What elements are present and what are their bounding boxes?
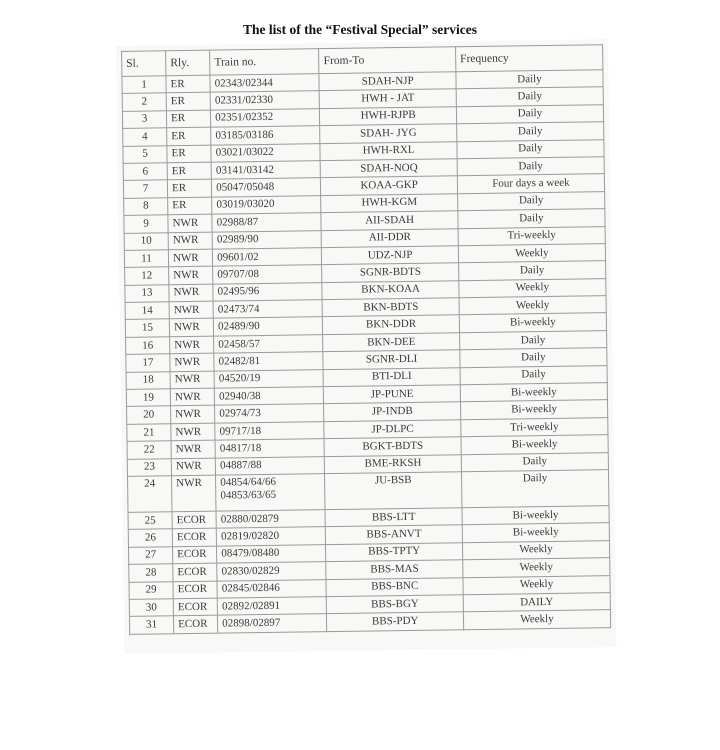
cell-rly: NWR (171, 440, 215, 458)
cell-frequency: Daily (458, 191, 605, 210)
header-sl: Sl. (122, 51, 166, 77)
cell-from-to: BKN-DEE (323, 333, 460, 352)
cell-sl: 17 (126, 354, 170, 372)
cell-rly: NWR (169, 284, 213, 302)
cell-sl: 23 (127, 458, 171, 476)
cell-rly: ECOR (173, 563, 217, 581)
cell-rly: NWR (168, 249, 212, 267)
cell-rly: ECOR (174, 615, 218, 633)
cell-rly: ER (167, 127, 211, 145)
header-from-to: From-To (319, 47, 456, 74)
cell-frequency: Tri-weekly (458, 226, 605, 245)
cell-frequency: Bi-weekly (462, 506, 609, 525)
cell-frequency: Daily (458, 261, 605, 280)
cell-sl: 13 (125, 284, 169, 302)
cell-train-no (216, 510, 325, 529)
train-number: 02351/02352 (215, 111, 274, 125)
cell-frequency: Daily (460, 365, 607, 384)
cell-from-to: SGNR-DLI (323, 350, 460, 369)
cell-sl: 3 (122, 111, 166, 129)
cell-rly: ECOR (172, 529, 216, 547)
cell-sl: 10 (124, 232, 168, 250)
cell-sl: 21 (127, 424, 171, 442)
cell-sl: 12 (125, 267, 169, 285)
cell-rly: NWR (168, 214, 212, 232)
cell-sl: 25 (128, 512, 172, 530)
cell-frequency: Daily (457, 139, 604, 158)
cell-from-to: BME-RKSH (325, 454, 462, 473)
cell-sl: 2 (122, 93, 166, 111)
scanned-table-image (116, 39, 616, 654)
cell-from-to: HWH - JAT (320, 89, 457, 108)
cell-from-to: BKN-BDTS (322, 298, 459, 317)
cell-rly: NWR (169, 301, 213, 319)
cell-train-no (217, 597, 326, 616)
cell-frequency: Bi-weekly (462, 523, 609, 542)
cell-train-no (211, 161, 320, 180)
cell-rly: NWR (171, 458, 215, 476)
cell-frequency: Bi-weekly (460, 400, 607, 419)
train-number: 02989/90 (216, 233, 259, 246)
cell-from-to: JU-BSB (325, 472, 462, 510)
cell-from-to: HWH-RXL (320, 141, 457, 160)
header-rly: Rly. (166, 50, 210, 76)
cell-from-to: BBS-PDY (327, 612, 464, 631)
cell-frequency: DAILY (463, 593, 610, 612)
train-number: 02495/96 (217, 285, 260, 298)
cell-sl: 15 (125, 319, 169, 337)
cell-train-no (215, 404, 324, 423)
festival-special-services-table (121, 44, 611, 634)
cell-from-to: BBS-LTT (325, 508, 462, 527)
cell-rly: NWR (169, 319, 213, 337)
cell-frequency: Daily (460, 348, 607, 367)
cell-frequency: Weekly (463, 610, 610, 629)
cell-train-no (210, 74, 319, 93)
train-number: 02458/57 (218, 337, 261, 351)
cell-sl: 31 (129, 616, 173, 634)
cell-from-to: BGKT-BDTS (324, 437, 461, 456)
train-number: 02473/74 (217, 302, 260, 316)
cell-rly: ER (167, 145, 211, 163)
cell-train-no (216, 474, 326, 512)
cell-frequency: Daily (461, 470, 609, 508)
train-number: 02343/02344 (214, 76, 273, 90)
cell-sl: 19 (126, 389, 170, 407)
cell-sl: 8 (124, 198, 168, 216)
cell-train-no (212, 213, 321, 232)
cell-frequency: Weekly (463, 575, 610, 594)
cell-sl: 6 (123, 163, 167, 181)
cell-sl: 18 (126, 371, 170, 389)
cell-from-to: JP-DLPC (324, 420, 461, 439)
cell-frequency: Weekly (459, 278, 606, 297)
train-number: 02974/73 (219, 407, 261, 420)
cell-train-no (215, 421, 324, 440)
cell-frequency: Daily (456, 70, 603, 89)
cell-from-to: BKN-DDR (323, 315, 460, 334)
train-number: 03185/03186 (215, 128, 274, 142)
train-number: 04520/19 (218, 372, 261, 385)
cell-from-to: BBS-TPTY (326, 542, 463, 561)
cell-train-no (212, 195, 321, 214)
cell-from-to: UDZ-NJP (322, 246, 459, 265)
cell-from-to: BTI-DLI (323, 367, 460, 386)
cell-frequency: Four days a week (457, 174, 604, 193)
train-number: 04854/64/66 (220, 475, 276, 489)
cell-from-to: BBS-BGY (327, 595, 464, 614)
cell-rly: ER (167, 180, 211, 198)
train-number: 09707/08 (217, 268, 260, 281)
cell-sl: 20 (127, 406, 171, 424)
cell-from-to: BBS-MAS (326, 560, 463, 579)
cell-train-no (214, 317, 323, 336)
cell-from-to: KOAA-GKP (321, 176, 458, 195)
cell-train-no (211, 108, 320, 127)
cell-from-to: AII-DDR (321, 228, 458, 247)
cell-sl: 9 (124, 215, 168, 233)
cell-sl: 26 (128, 529, 172, 547)
train-number: 09717/18 (219, 424, 262, 438)
cell-rly: ER (168, 197, 212, 215)
train-number: 08479/08480 (221, 547, 280, 561)
cell-sl: 29 (129, 581, 173, 599)
train-number: 05047/05048 (216, 180, 275, 194)
cell-frequency: Daily (457, 122, 604, 141)
cell-rly: NWR (171, 406, 215, 424)
header-frequency: Frequency (455, 45, 602, 72)
train-number: 09601/02 (217, 250, 259, 264)
cell-train-no (213, 265, 322, 284)
cell-train-no (217, 562, 326, 581)
cell-sl: 5 (123, 145, 167, 163)
cell-sl: 22 (127, 441, 171, 459)
cell-rly: ECOR (172, 511, 216, 529)
cell-rly: NWR (171, 423, 215, 441)
cell-sl: 30 (129, 599, 173, 617)
cell-frequency: Daily (456, 104, 603, 123)
cell-train-no (217, 579, 326, 598)
cell-train-no (214, 369, 323, 388)
cell-train-no (210, 91, 319, 110)
cell-rly: ECOR (173, 546, 217, 564)
document-title: The list of the “Festival Special” services (243, 22, 477, 37)
header-train-no: Train no. (210, 49, 320, 76)
cell-frequency: Daily (457, 157, 604, 176)
train-number: 03021/03022 (215, 146, 274, 159)
cell-from-to: AII-SDAH (321, 211, 458, 230)
cell-rly: ER (166, 75, 210, 93)
cell-train-no (215, 439, 324, 458)
cell-from-to: JP-INDB (324, 402, 461, 421)
cell-train-no (212, 178, 321, 197)
cell-from-to: HWH-KGM (321, 193, 458, 212)
train-number: 03141/03142 (215, 163, 275, 177)
train-number: 02898/02897 (222, 616, 281, 630)
cell-train-no (213, 248, 322, 267)
cell-from-to: SDAH-NOQ (321, 159, 458, 178)
train-number: 02845/02846 (221, 582, 280, 595)
cell-train-no (211, 143, 320, 162)
cell-frequency: Weekly (458, 244, 605, 263)
cell-rly: ER (166, 93, 210, 111)
cell-train-no (218, 614, 327, 633)
train-number: 02988/87 (216, 215, 259, 229)
cell-sl: 1 (122, 76, 166, 94)
cell-frequency: Daily (458, 209, 605, 228)
train-number: 04817/18 (219, 441, 262, 455)
train-number: 02830/02829 (221, 564, 280, 578)
cell-train-no (211, 126, 320, 145)
cell-rly: ECOR (173, 581, 217, 599)
cell-rly: NWR (170, 371, 214, 389)
cell-from-to: SDAH-NJP (319, 72, 456, 91)
train-number: 03019/03020 (216, 198, 275, 212)
cell-sl: 7 (123, 180, 167, 198)
train-number: 02489/90 (218, 320, 260, 333)
train-number: 04853/63/65 (220, 488, 277, 502)
train-number: 02331/02330 (214, 93, 274, 107)
cell-train-no (217, 544, 326, 563)
cell-from-to: SGNR-BDTS (322, 263, 459, 282)
cell-sl: 11 (124, 250, 168, 268)
cell-rly: NWR (170, 336, 214, 354)
cell-rly: ECOR (173, 598, 217, 616)
cell-rly: NWR (169, 266, 213, 284)
cell-from-to: HWH-RJPB (320, 107, 457, 126)
train-number: 02880/02879 (220, 512, 279, 526)
cell-train-no (216, 527, 325, 546)
cell-from-to: BBS-ANVT (326, 525, 463, 544)
cell-train-no (214, 334, 323, 353)
cell-from-to: BKN-KOAA (322, 280, 459, 299)
cell-sl: 24 (128, 476, 173, 513)
cell-sl: 14 (125, 302, 169, 320)
cell-train-no (215, 456, 324, 475)
cell-rly: NWR (168, 232, 212, 250)
cell-frequency: Bi-weekly (461, 435, 608, 454)
cell-sl: 28 (129, 564, 173, 582)
cell-rly: NWR (172, 475, 217, 512)
cell-rly: ER (167, 162, 211, 180)
cell-frequency: Bi-weekly (460, 383, 607, 402)
cell-frequency: Weekly (462, 540, 609, 559)
cell-frequency: Weekly (459, 296, 606, 315)
cell-rly: NWR (170, 388, 214, 406)
train-number: 02819/02820 (220, 529, 280, 543)
cell-from-to: JP-PUNE (324, 385, 461, 404)
cell-train-no (213, 282, 322, 301)
train-number: 02482/81 (218, 354, 261, 368)
cell-train-no (214, 387, 323, 406)
cell-frequency: Tri-weekly (461, 417, 608, 436)
train-number: 02940/38 (219, 389, 261, 403)
cell-frequency: Daily (461, 452, 608, 471)
cell-frequency: Daily (459, 331, 606, 350)
table-body (122, 70, 611, 634)
cell-sl: 27 (128, 547, 172, 565)
cell-from-to: SDAH- JYG (320, 124, 457, 143)
cell-train-no (214, 352, 323, 371)
cell-train-no (212, 230, 321, 249)
cell-from-to: BBS-BNC (326, 577, 463, 596)
train-number: 02892/02891 (221, 599, 281, 613)
cell-sl: 16 (126, 337, 170, 355)
cell-train-no (213, 300, 322, 319)
cell-frequency: Bi-weekly (459, 313, 606, 332)
cell-frequency: Weekly (463, 558, 610, 577)
cell-frequency: Daily (456, 87, 603, 106)
cell-rly: ER (167, 110, 211, 128)
cell-sl: 4 (123, 128, 167, 146)
cell-rly: NWR (170, 353, 214, 371)
train-number: 04887/88 (219, 459, 262, 472)
